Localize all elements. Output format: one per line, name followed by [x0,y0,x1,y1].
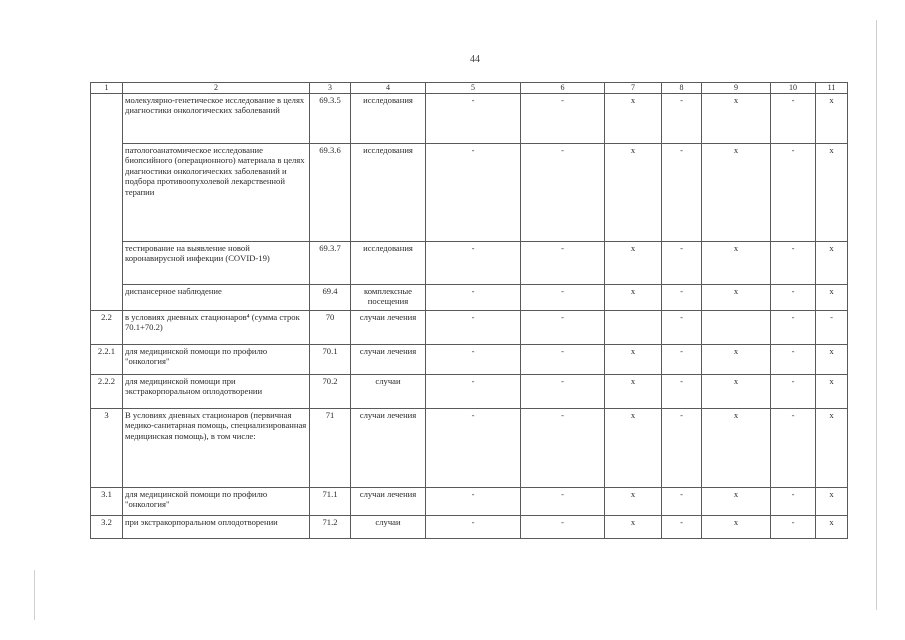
header-row [91,83,848,94]
row-unit: случаи [351,375,426,409]
cell-col5: - [426,94,521,144]
row-name: для медицинской помощи по профилю "онкология" [123,345,310,375]
row-unit: случаи лечения [351,345,426,375]
header-cell: 9 [702,83,771,94]
table-row [91,94,848,144]
table-row [91,409,848,488]
row-unit: случаи лечения [351,488,426,516]
row-name: в условиях дневных стационаров⁴ (сумма строк 70.1+70.2) [123,311,310,345]
row-name: В условиях дневных стационаров (первичная медико-санитарная помощь, специализированная медицинская помощь), в том числе: [123,409,310,488]
row-code: 69.4 [310,285,351,311]
cell-col7: x [605,285,662,311]
row-number: 3.1 [91,488,123,516]
row-code: 69.3.5 [310,94,351,144]
row-number: 3 [91,409,123,488]
cell-col6: - [521,311,605,345]
cell-col8: - [662,285,702,311]
row-unit: случаи лечения [351,409,426,488]
cell-col5: - [426,285,521,311]
scan-artifact [34,570,35,620]
cell-col6: - [521,516,605,539]
row-code: 69.3.7 [310,242,351,285]
cell-col6: - [521,285,605,311]
cell-col11: x [816,488,848,516]
row-name: патологоанатомическое исследование биопсийного (операционного) материала в целях диагностики онкологических заболеваний и подбора противоопухолевой лекарственной терапии [123,144,310,242]
header-cell: 11 [816,83,848,94]
cell-col5: - [426,311,521,345]
cell-col9: x [702,516,771,539]
header-cell: 1 [91,83,123,94]
header-cell: 3 [310,83,351,94]
cell-col10: - [771,285,816,311]
cell-col10: - [771,144,816,242]
cell-col9: x [702,488,771,516]
cell-col11: - [816,311,848,345]
row-name: тестирование на выявление новой коронавирусной инфекции (COVID-19) [123,242,310,285]
cell-col9: x [702,242,771,285]
row-code: 70 [310,311,351,345]
cell-col7: x [605,242,662,285]
row-number: 2.2.2 [91,375,123,409]
cell-col5: - [426,516,521,539]
table-row [91,311,848,345]
cell-col10: - [771,94,816,144]
header-cell: 5 [426,83,521,94]
cell-col9: x [702,409,771,488]
cell-col7: x [605,144,662,242]
cell-col6: - [521,345,605,375]
row-number: 2.2.1 [91,345,123,375]
header-cell: 8 [662,83,702,94]
row-name: для медицинской помощи при экстракорпоральном оплодотворении [123,375,310,409]
cell-col5: - [426,144,521,242]
cell-col8: - [662,345,702,375]
row-unit: исследования [351,242,426,285]
page-number: 44 [470,54,480,65]
table-row [91,375,848,409]
cell-col5: - [426,242,521,285]
table-row [91,285,848,311]
header-cell: 6 [521,83,605,94]
row-code: 71 [310,409,351,488]
cell-col5: - [426,345,521,375]
header-cell: 10 [771,83,816,94]
cell-col11: x [816,345,848,375]
header-cell: 2 [123,83,310,94]
row-code: 69.3.6 [310,144,351,242]
row-unit: комплексные посещения [351,285,426,311]
cell-col7: x [605,94,662,144]
table-row [91,516,848,539]
row-unit: случаи лечения [351,311,426,345]
row-name: диспансерное наблюдение [123,285,310,311]
cell-col6: - [521,144,605,242]
cell-col6: - [521,94,605,144]
row-code: 70.2 [310,375,351,409]
cell-col8: - [662,488,702,516]
row-number: 2.2 [91,311,123,345]
table-row [91,144,848,242]
header-cell: 4 [351,83,426,94]
cell-col10: - [771,375,816,409]
cell-col8: - [662,311,702,345]
row-code: 71.2 [310,516,351,539]
cell-col7: x [605,516,662,539]
cell-col5: - [426,375,521,409]
cell-col9: x [702,94,771,144]
row-number: 3.2 [91,516,123,539]
cell-col9: x [702,144,771,242]
cell-col5: - [426,488,521,516]
cell-col10: - [771,409,816,488]
cell-col7: x [605,345,662,375]
cell-col7: x [605,375,662,409]
document-table [90,82,848,539]
cell-col7: x [605,409,662,488]
cell-col8: - [662,242,702,285]
cell-col9: x [702,345,771,375]
cell-col8: - [662,375,702,409]
cell-col6: - [521,242,605,285]
cell-col10: - [771,311,816,345]
cell-col11: x [816,242,848,285]
row-name: молекулярно-генетическое исследование в целях диагностики онкологических заболеваний [123,94,310,144]
cell-col6: - [521,409,605,488]
row-code: 70.1 [310,345,351,375]
table-row [91,345,848,375]
cell-col8: - [662,94,702,144]
cell-col11: x [816,409,848,488]
row-name: для медицинской помощи по профилю "онкология" [123,488,310,516]
cell-col7 [605,311,662,345]
cell-col10: - [771,516,816,539]
row-unit: случаи [351,516,426,539]
table-row [91,488,848,516]
cell-col6: - [521,488,605,516]
row-unit: исследования [351,144,426,242]
cell-col6: - [521,375,605,409]
cell-col10: - [771,345,816,375]
table-row [91,242,848,285]
cell-col10: - [771,242,816,285]
cell-col8: - [662,409,702,488]
cell-col11: x [816,375,848,409]
row-unit: исследования [351,94,426,144]
cell-col7: x [605,488,662,516]
cell-col8: - [662,516,702,539]
cell-col10: - [771,488,816,516]
row-code: 71.1 [310,488,351,516]
cell-col9: x [702,285,771,311]
cell-col9: x [702,375,771,409]
cell-col5: - [426,409,521,488]
cell-col8: - [662,144,702,242]
row-name: при экстракорпоральном оплодотворении [123,516,310,539]
row-number [91,94,123,311]
cell-col9 [702,311,771,345]
cell-col11: x [816,94,848,144]
cell-col11: x [816,144,848,242]
header-cell: 7 [605,83,662,94]
scan-artifact [876,20,877,610]
cell-col11: x [816,285,848,311]
cell-col11: x [816,516,848,539]
